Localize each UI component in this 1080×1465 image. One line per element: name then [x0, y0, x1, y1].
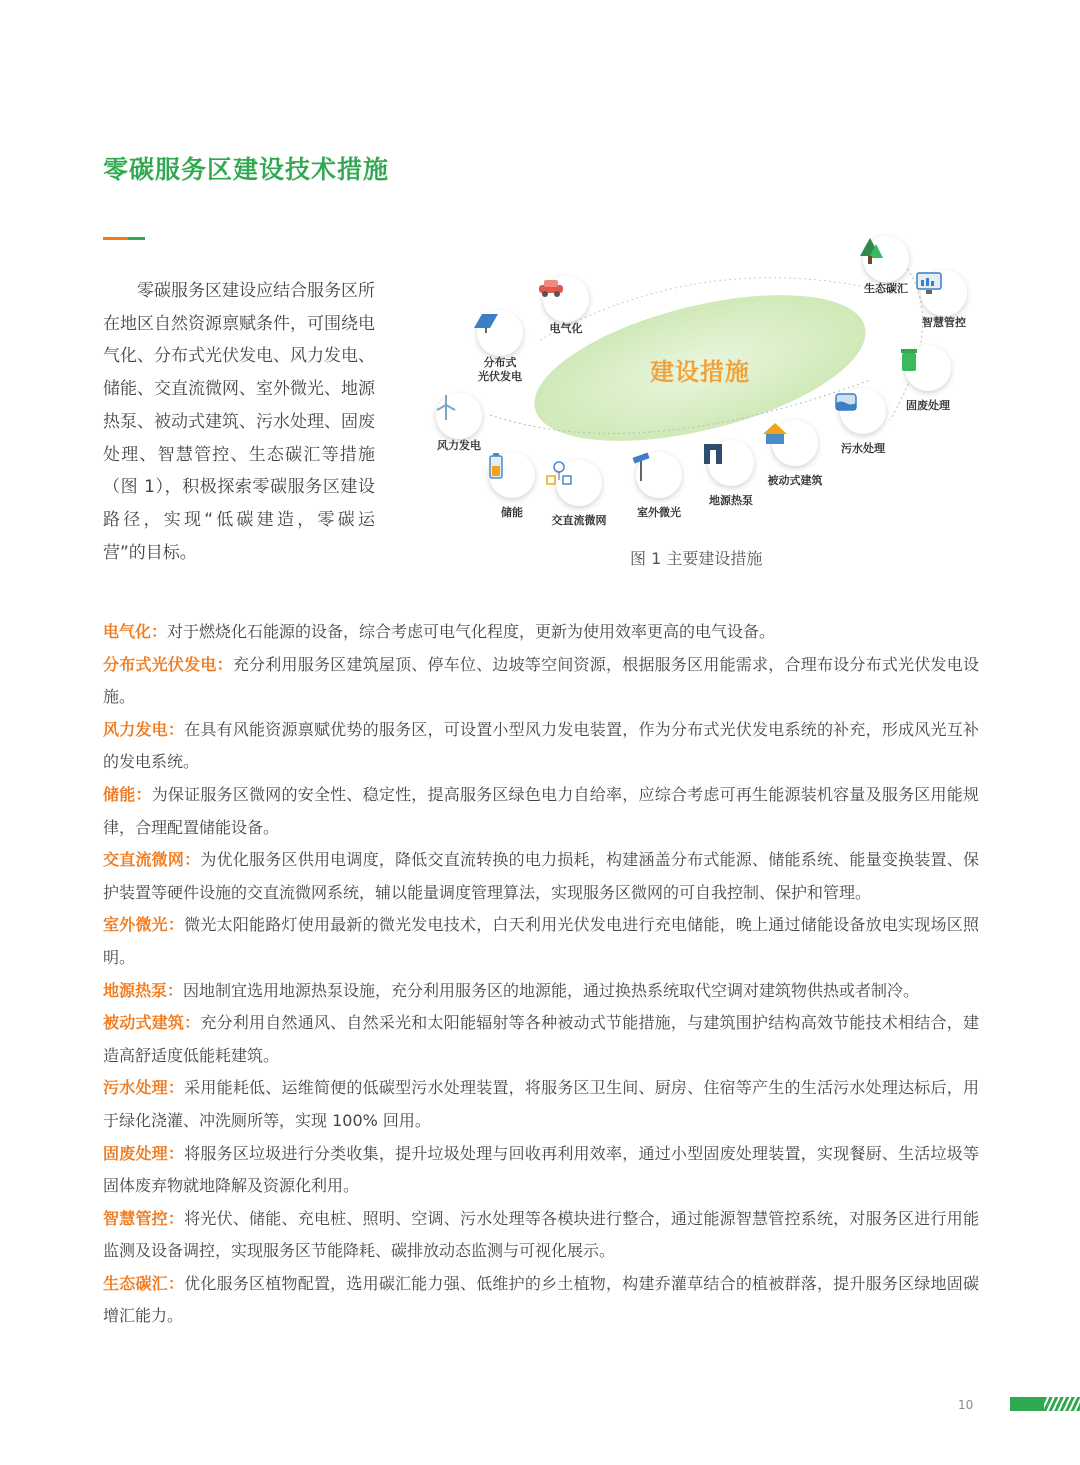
item-term: 智慧管控：: [103, 1208, 185, 1228]
item-text: 将光伏、储能、充电桩、照明、空调、污水处理等各模块进行整合，通过能源智慧管控系统，对服务区进行用能监测及设备调控，实现服务区节能降耗、碳排放动态监测与可视化展示。: [103, 1208, 979, 1261]
list-item: [103, 844, 979, 909]
node-ac-dc-microgrid: [544, 460, 614, 528]
node-smart-control: [914, 270, 974, 330]
monitor-icon: [921, 270, 967, 316]
list-item: [103, 1072, 979, 1137]
node-label: 室外微光: [637, 506, 681, 519]
trash-bin-icon: [905, 345, 951, 391]
item-text: 对于燃烧化石能源的设备，综合考虑可电气化程度，更新为使用效率更高的电气设备。: [167, 622, 776, 641]
node-energy-storage: [486, 452, 538, 520]
title-accent-line: [103, 237, 145, 240]
measures-diagram: [420, 230, 980, 540]
node-label: 污水处理: [841, 442, 885, 455]
node-label: 风力发电: [437, 439, 481, 452]
measures-list: [103, 616, 979, 1333]
item-term: 储能：: [103, 784, 152, 804]
water-tank-icon: [840, 388, 886, 434]
item-term: 固废处理：: [103, 1143, 185, 1163]
list-item: [103, 779, 979, 844]
list-item: [103, 1203, 979, 1268]
diagram-center-label: 建设措施: [650, 358, 750, 386]
figure-caption: 图 1 主要建设措施: [630, 549, 763, 568]
node-label: 电气化: [549, 322, 583, 335]
item-text: 为优化服务区供用电调度，降低交直流转换的电力损耗，构建涵盖分布式能源、储能系统、能量变换装置、保护装置等硬件设施的交直流微网系统，辅以能量调度管理算法，实现服务区微网的可自我控制、保护和管理。: [103, 850, 979, 902]
item-term: 交直流微网：: [103, 850, 201, 870]
item-term: 室外微光：: [103, 915, 185, 935]
item-text: 在具有风能资源禀赋优势的服务区，可设置小型风力发电装置，作为分布式光伏发电系统的补充，形成风光互补的发电系统。: [103, 719, 979, 772]
item-text: 优化服务区植物配置，选用碳汇能力强、低维护的乡土植物，构建乔灌草结合的植被群落，提升服务区绿地固碳增汇能力。: [103, 1273, 979, 1326]
item-term: 被动式建筑：: [103, 1013, 201, 1033]
item-text: 将服务区垃圾进行分类收集，提升垃圾处理与回收再利用效率，通过小型固废处理装置，实现餐厨、生活垃圾等固体废弃物就地降解及资源化利用。: [103, 1143, 979, 1196]
electric-car-icon: [543, 276, 589, 322]
item-term: 地源热泵：: [103, 980, 184, 1000]
item-term: 生态碳汇：: [103, 1273, 185, 1293]
node-wastewater-treatment: [832, 388, 894, 456]
list-item: [103, 649, 979, 714]
node-wind-power: [432, 393, 486, 453]
list-item: [103, 1138, 979, 1203]
list-item: [103, 616, 979, 649]
node-electrification: [536, 276, 596, 336]
item-text: 为保证服务区微网的安全性、稳定性，提高服务区绿色电力自给率，应综合考虑可再生能源装机容量及服务区用能规律，合理配置储能设备。: [103, 784, 979, 837]
tree-icon: [863, 236, 909, 282]
node-label: 生态碳汇: [864, 282, 908, 295]
heat-pump-icon: [708, 440, 754, 486]
solar-panel-icon: [477, 310, 523, 356]
battery-icon: [489, 452, 535, 498]
page-decoration-stripes: [1044, 1397, 1080, 1411]
node-ecological-carbon-sink: [856, 236, 916, 296]
item-term: 分布式光伏发电：: [103, 654, 233, 674]
page-number: 10: [958, 1398, 974, 1412]
page-title: 零碳服务区建设技术措施: [103, 155, 390, 184]
list-item: [103, 909, 979, 974]
node-ground-source-heat-pump: [700, 440, 762, 508]
node-label: 分布式 光伏发电: [478, 356, 522, 383]
node-label: 储能: [501, 506, 523, 519]
wind-turbine-icon: [436, 393, 482, 439]
list-item: [103, 1268, 979, 1333]
microgrid-icon: [556, 460, 602, 506]
item-term: 风力发电：: [103, 719, 185, 739]
node-label: 固废处理: [906, 399, 950, 412]
node-distributed-pv: [470, 310, 530, 384]
item-text: 充分利用服务区建筑屋顶、停车位、边坡等空间资源，根据服务区用能需求，合理布设分布式光伏发电设施。: [103, 654, 979, 707]
list-item: [103, 975, 979, 1008]
node-label: 地源热泵: [709, 494, 753, 507]
street-lamp-icon: [636, 452, 682, 498]
item-text: 因地制宜选用地源热泵设施，充分利用服务区的地源能，通过换热系统取代空调对建筑物供热或者制冷。: [183, 980, 920, 1000]
item-term: 污水处理：: [103, 1078, 185, 1098]
node-passive-building: [760, 420, 830, 488]
item-text: 采用能耗低、运维简便的低碳型污水处理装置，将服务区卫生间、厨房、住宿等产生的生活污水处理达标后，用于绿化浇灌、冲洗厕所等，实现 100% 回用。: [103, 1078, 979, 1130]
house-icon: [772, 420, 818, 466]
item-text: 充分利用自然通风、自然采光和太阳能辐射等各种被动式节能措施，与建筑围护结构高效节能技术相结合，建造高舒适度低能耗建筑。: [103, 1013, 979, 1065]
node-label: 被动式建筑: [767, 474, 823, 487]
list-item: [103, 714, 979, 779]
intro-paragraph: 零碳服务区建设应结合服务区所在地区自然资源禀赋条件，可围绕电气化、分布式光伏发电、风力发电、储能、交直流微网、室外微光、地源热泵、被动式建筑、污水处理、固废处理、智慧管控、生态碳汇等措施（图 1），积极探索零碳服务区建设路径，实现“低碳建造，零碳运营”的目标。: [103, 281, 375, 563]
item-text: 微光太阳能路灯使用最新的微光发电技术，白天利用光伏发电进行充电储能，晚上通过储能设备放电实现场区照明。: [103, 915, 979, 967]
node-outdoor-light: [628, 452, 690, 520]
page-decoration-bar: [1010, 1397, 1080, 1411]
node-label: 智慧管控: [922, 316, 966, 329]
item-term: 电气化：: [103, 622, 168, 641]
node-solid-waste: [898, 345, 958, 413]
list-item: [103, 1007, 979, 1072]
node-label: 交直流微网: [551, 514, 607, 527]
